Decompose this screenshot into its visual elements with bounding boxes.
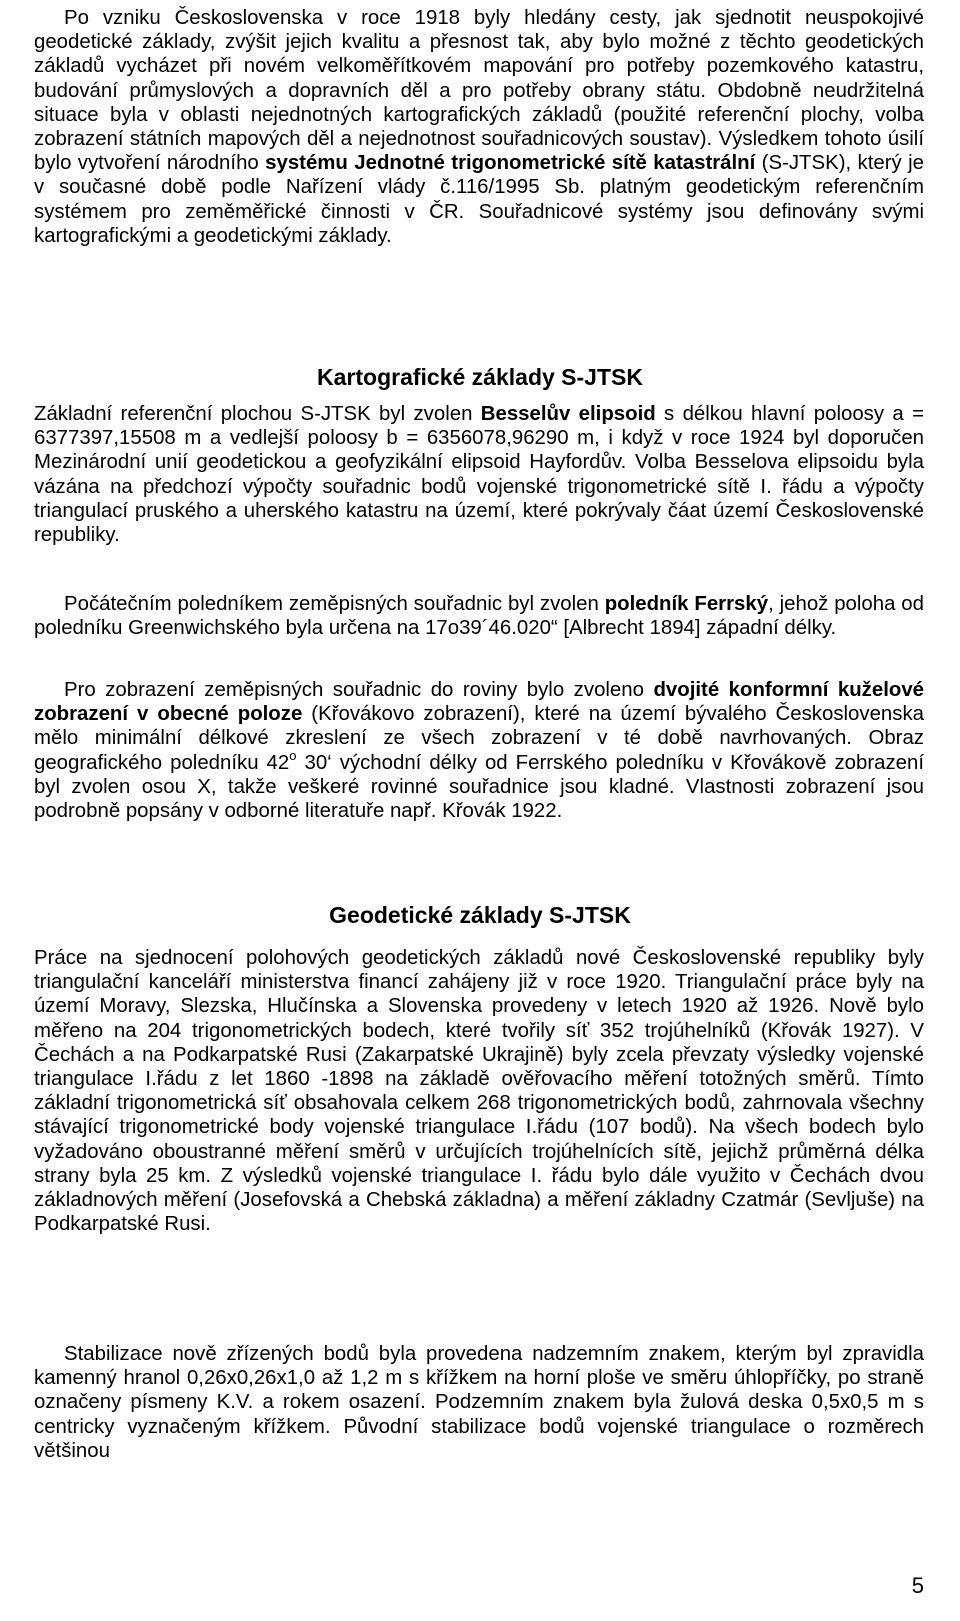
projection-text-1: Pro zobrazení zeměpisných souřadnic do roviny bylo zvoleno bbox=[64, 679, 654, 701]
bessel-paragraph bbox=[34, 402, 924, 547]
bessel-text-1: Základní referenční plochou S-JTSK byl zvolen bbox=[34, 403, 481, 425]
meridian-bold: poledník Ferrský bbox=[604, 593, 769, 615]
intro-text-1: Po vzniku Československa v roce 1918 byly hledány cesty, jak sjednotit neuspokojivé geodetické základy, zvýšit jejich kvalitu a přesnost tak, aby bylo možné z těchto geodetických základů vycházet při novém velkoměřítkovém mapování pro potřeby pozemkového katastru, budování průmyslových a dopravních děl a pro potřeby obrany státu. Obdobně neudržitelná situace byla v oblasti nejednotných kartografických základů (použité referenční plochy, volba zobrazení státních mapových děl a nejednotnost souřadnicových soustav). Výsledkem tohoto úsilí bylo vytvoření národního bbox=[34, 7, 924, 175]
projection-text-2: (Křovákovo zobrazení), které na území bývalého Československa mělo minimální délkové zkreslení ze všech zobrazení v té době navrhovaných. Obraz geografického poledníku 42 bbox=[34, 703, 925, 774]
meridian-text-1: Počátečním poledníkem zeměpisných souřadnic byl zvolen bbox=[64, 593, 605, 615]
heading-cartographic-basis: Kartografické základy S-JTSK bbox=[317, 364, 643, 390]
triangulation-paragraph: Práce na sjednocení polohových geodetických základů nové Československé republiky byly triangulační kanceláří ministerstva financí zahájeny již v roce 1920. Triangulační práce byly na území Moravy, Slezska, Hlučínska a Slovenska provedeny v letech 1920 až 1926. Nově bylo měřeno na 204 trigonometrických bodech, které tvořily síť 352 trojúhelníků (Křovák 1927). V Čechách a na Podkarpatské Rusi (Zakarpatské Ukrajině) byly zcela převzaty výsledky vojenské triangulace I.řádu z let 1860 -1898 na základě ověřovacího měření totožných směrů. Tímto základní trigonometrická síť obsahovala celkem 268 trigonometrických bodů, zahrnovala všechny stávající trigonometrické body vojenské triangulace I.řádu (107 bodů). Na všech bodech bylo vyžadováno oboustranné měření směrů v určujících trojúhelnících sítě, jejichž průměrná délka strany byla 25 km. Z výsledků vojenské triangulace I. řádu bylo dále využito v Čechách dvou základnových měření (Josefovská a Chebská základna) a měření základny Czatmár (Sevljuše) na Podkarpatské Rusi. bbox=[34, 947, 924, 1236]
projection-paragraph bbox=[34, 678, 924, 823]
projection-bold: dvojité konformní kuželové zobrazení v obecné poloze bbox=[34, 679, 924, 726]
degree-superscript: o bbox=[289, 747, 297, 763]
intro-text-2: (S-JTSK), který je v současné době podle Nařízení vlády č.116/1995 Sb. platným geodetickým referenčním systémem pro zeměměřické činnosti v ČR. Souřadnicové systémy jsou definovány svými kartografickými a geodetickými základy. bbox=[34, 152, 925, 247]
meridian-paragraph bbox=[34, 592, 924, 640]
projection-text-3: 30‘ východní délky od Ferrského poledníku v Křovákově zobrazení byl zvolen osou X, takže veškeré rovinné souřadnice jsou kladné. Vlastnosti zobrazení jsou podrobně popsány v odborné literatuře např. Křovák 1922. bbox=[34, 751, 924, 823]
bessel-text-2: s délkou hlavní poloosy a = 6377397,15508 m a vedlejší poloosy b = 6356078,96290 m, i když v roce 1924 byl doporučen Mezinárodní unií geodetickou a geofyzikální elipsoid Hayfordův. Volba Besselova elipsoidu byla vázána na předchozí výpočty souřadnic bodů vojenské trigonometrické sítě I. řádu a výpočty triangulací pruského a uherského katastru na území, které pokrývaly čáat území Československé republiky. bbox=[34, 403, 924, 547]
meridian-text-2: , jehož poloha od poledníku Greenwichského byla určena na 17o39´46.020“ [Albrecht 1894] západní délky. bbox=[34, 593, 924, 640]
intro-bold-jtsk: systému Jednotné trigonometrické sítě katastrální bbox=[265, 152, 756, 175]
bessel-bold: Besselův elipsoid bbox=[480, 403, 656, 425]
stabilization-paragraph: Stabilizace nově zřízených bodů byla provedena nadzemním znakem, kterým byl zpravidla kamenný hranol 0,26x0,26x1,0 až 1,2 m s křížkem na horní ploše ve směru úhlopříčky, po straně označeny písmeny K.V. a rokem osazení. Podzemním znakem byla žulová deska 0,5x0,5 m s centricky vyznačeným křížkem. Původní stabilizace bodů vojenské triangulace o rozměrech většinou bbox=[34, 1343, 924, 1462]
heading-geodetic-basis: Geodetické základy S-JTSK bbox=[329, 902, 631, 928]
page-number: 5 bbox=[911, 1573, 924, 1598]
intro-paragraph bbox=[34, 6, 924, 248]
